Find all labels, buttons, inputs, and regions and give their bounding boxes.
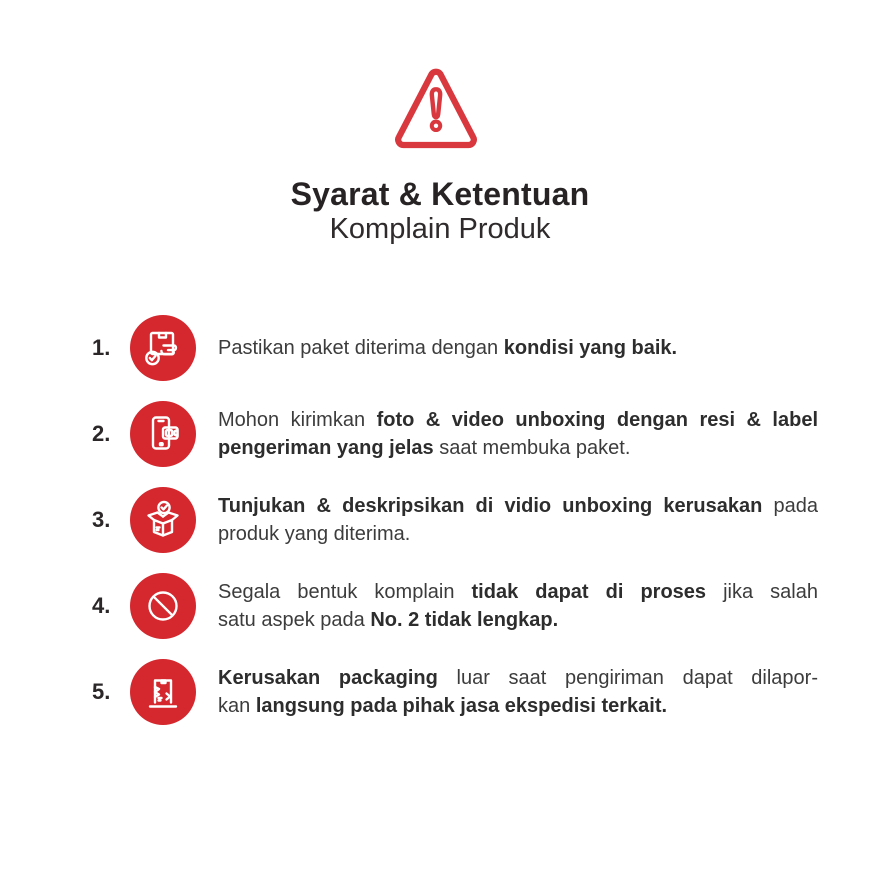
item-number: 1. [92,335,111,360]
item-text: Kerusakan packaging luar saat pengiriman dapat dilapor- kan langsung pada pihak jasa ekspedisi terkait. [218,667,818,717]
item-number: 3. [92,507,111,532]
item-number: 5. [92,679,111,704]
open-box-check-icon [130,487,196,553]
page-title: Syarat & Ketentuan [290,176,590,212]
list-item [92,659,822,725]
terms-list [92,315,822,745]
list-item [92,573,822,639]
item-text: Tunjukan & deskripsikan di vidio unboxing kerusakan pada produk yang diterima. [218,495,818,545]
list-item [92,487,822,553]
damaged-package-icon [130,659,196,725]
item-text: Mohon kirimkan foto & video unboxing dengan resi & label pengeriman yang jelas saat membuka paket. [218,409,819,459]
warning-triangle-icon [388,57,484,161]
phone-video-icon [130,401,196,467]
item-number: 2. [92,421,111,446]
list-item [92,401,822,467]
package-received-icon [130,315,196,381]
prohibition-icon [130,573,196,639]
page-subtitle: Komplain Produk [329,213,551,245]
list-item [92,315,822,381]
item-text: Segala bentuk komplain tidak dapat di proses jika salah satu aspek pada No. 2 tidak lengkap. [218,581,818,631]
item-text: Pastikan paket diterima dengan kondisi yang baik. [218,337,678,359]
item-number: 4. [92,593,111,618]
